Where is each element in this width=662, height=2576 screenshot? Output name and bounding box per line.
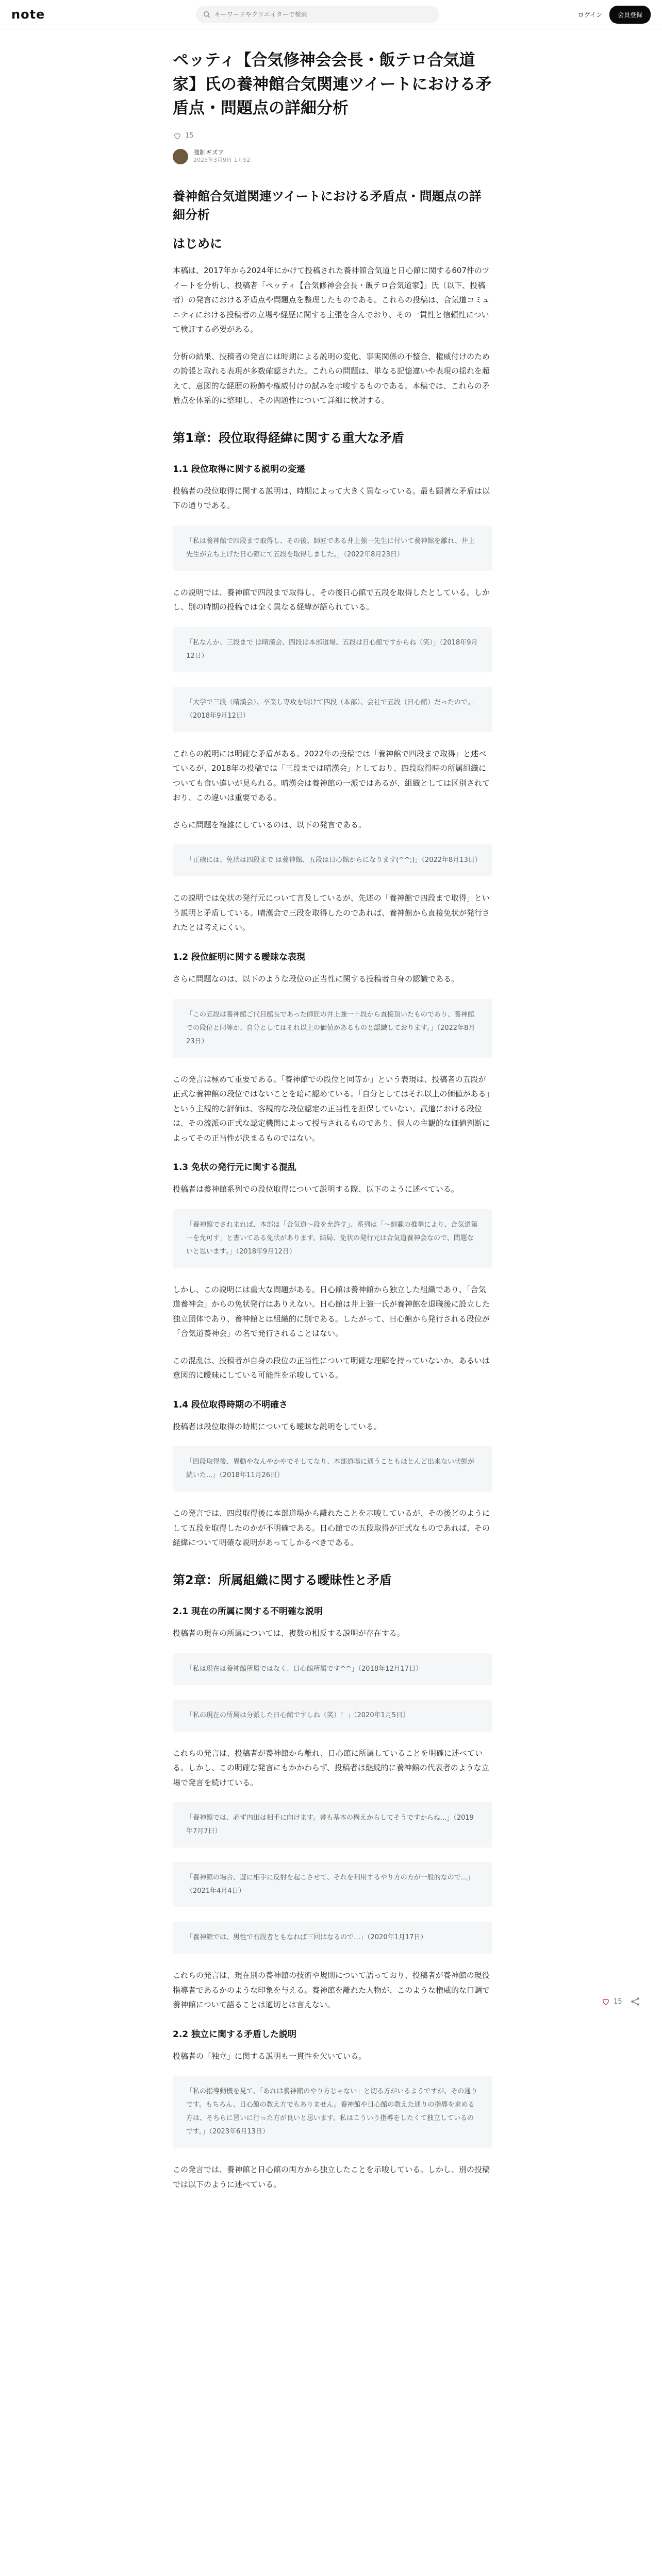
note-logo[interactable]: note [11,7,45,22]
quote: 「私の現在の所属は分派した日心館ですしね（笑）！」（2020年1月5日） [173,1700,492,1732]
heart-icon[interactable] [601,1997,610,2006]
intro-heading: はじめに [173,236,222,251]
like-count: 15 [185,131,194,140]
quote: 「私なんか、三段まで は晴漢会、四段は本部道場、五段は日心館ですからね（笑）」（2018年9月12日） [173,627,492,672]
search-input[interactable] [213,10,432,19]
quote: 「私は養神館で四段まで取得し、その後、師匠である井上強一先生に付いて養神館を離れ、井上先生が立ち上げた日心館にて五段を取得しました。」（2022年8月23日） [173,526,492,571]
like-counter[interactable] [173,130,492,143]
section-heading: 1.4 段位取得時期の不明確さ [173,1399,288,1410]
paragraph: 分析の結果、投稿者の発言には時期による説明の変化、事実関係の不整合、権威付けのための誇張と取れる表現が多数確認された。これらの問題は、単なる記憶違いや表現の揺れを超えて、意図的な経歴の粉飾や権威付けの試みを示唆するものである。本稿では、これらの矛盾点を体系的に整理し、その問題性について詳細に検討する。 [173,351,490,405]
section-heading: 1.3 免状の発行元に関する混乱 [173,1162,297,1173]
section-heading: 1.2 段位証明に関する曖昧な表現 [173,952,306,962]
paragraph: 投稿者の「独立」に関する説明も一貫性を欠いている。 [173,2051,367,2061]
paragraph: この説明では、養神館で四段まで取得し、その後日心館で五段を取得したとしている。しかし、別の時期の投稿では全く異なる経緯が語られている。 [173,587,490,612]
quote: 「養神館でされまれば、本部は「合気道〜段を允許す」、系列は「〜師範の推挙により、合気道第一を允可す」と書いてある免状があります。結局、免状の発行元は合気道養神会なので、問題ないと思います。」（2018年9月12日） [173,1209,492,1268]
paragraph: 投稿者は養神館系列での段位取得について説明する際、以下のように述べている。 [173,1184,459,1194]
paragraph: 本稿は、2017年から2024年にかけて投稿された養神館合気道と日心館に関する607件のツイートを分析し、投稿者「ペッティ【合気修神会会長・飯テロ合気道家】」氏（以下、投稿者）の発言における矛盾点や問題点を整理したものである。これらの投稿は、合気道コミュニティにおける投稿者の立場や経歴に関する主張を含んでおり、その一貫性と信頼性について検証する必要がある。 [173,266,490,334]
floating-like[interactable] [601,1997,640,2006]
quote: 「養神館では、男性で有段者ともなれば三回はなるので…」（2020年1月17日） [173,1922,492,1954]
heart-icon[interactable] [173,131,182,141]
floating-like-count: 15 [614,1997,622,2006]
paragraph: この発言は極めて重要である。「養神館での段位と同等か」という表現は、投稿者の五段が正式な養神館の段位ではないことを暗に認めている。「自分としてはそれ以上の価値がある」という主観的な評価は、客観的な段位認定の正当性を担保していない。武道における段位は、その流派の正式な認定機関によって授与されるものであり、個人の主観的な価値判断によってその正当性が決まるものではない。 [173,1074,490,1143]
quote: 「私は現在は養神館所属ではなく、日心館所属です^^」（2018年12月17日） [173,1653,492,1685]
signup-button[interactable]: 会員登録 [609,6,651,24]
article [173,48,492,2204]
paragraph: 投稿者の段位取得に関する説明は、時期によって大きく異なっている。最も顕著な矛盾は以下の通りである。 [173,486,490,511]
author-info[interactable] [173,148,492,164]
quote: 「養神館の場合、遊に相手に反射を起こさせて、それを利用するやり方の方が一般的なので...」（2021年4月4日） [173,1862,492,1907]
avatar[interactable] [173,149,188,164]
paragraph: しかし、この説明には重大な問題がある。日心館は養神館から独立した組織であり、「合気道養神会」からの免状発行はありえない。日心館は井上強一氏が養神館を退職後に設立した独立団体であり、養神館とは組織的に別である。したがって、日心館から発行される段位が「合気道養神会」の名で発行されることはない。 [173,1284,490,1338]
paragraph: さらに問題を複雑にしているのは、以下の発言である。 [173,820,367,829]
login-button[interactable]: ログイン [577,11,602,19]
search-icon [203,11,210,18]
paragraph: これらの説明には明確な矛盾がある。2022年の投稿では「養神館で四段まで取得」と述べているが、2018年の投稿では「三段までは晴漢会」としており、四段取得時の所属組織についても食い違いが見られる。晴漢会は養神館の一派ではあるが、組織としては区別されており、この違いは重要である。 [173,749,490,803]
publish-date: 2025年3月9日 17:52 [193,157,251,164]
header-actions [578,6,651,24]
paragraph: 投稿者は段位取得の時期についても曖昧な説明をしている。 [173,1421,382,1431]
lead-heading: 養神館合気道関連ツイートにおける矛盾点・問題点の詳細分析 [173,189,482,223]
quote: 「四段取得後、異動やなんやかやでそしてなり、本部道場に通うこともほとんど出来ない状態が続いた...」（2018年11月26日） [173,1446,492,1492]
paragraph: この混乱は、投稿者が自身の段位の正当性について明確な理解を持っていないか、あるいは意図的に曖昧にしている可能性を示唆している。 [173,1355,490,1380]
paragraph: この発言では、養神館と日心館の両方から独立したことを示唆している。しかし、別の投稿では以下のように述べている。 [173,2165,490,2189]
chapter-heading: 第2章：所属組織に関する曖昧性と矛盾 [173,1572,392,1587]
quote: 「私の指導動機を見て、「あれは養神館のやり方じゃない」と切る方がいるようですが、その通りです。もちろん、日心館の教え方でもありません。養神館や日心館の教えた通りの指導を求める方は、そちらに習いに行った方が良いと思います。私はこういう指導をしたくて独立しているのです。」（2023年6月13日） [173,2076,492,2148]
quote: 「大学で三段（晴漢会）、卒業し専攻を明けて四段（本部）、会社で五段（日心館）だったので。」（2018年9月12日） [173,687,492,732]
article-title: ペッティ【合気修神会会長・飯テロ合気道家】氏の養神館合気関連ツイートにおける矛盾点・問題点の詳細分析 [173,51,492,117]
author-name[interactable]: 強制ギズア [193,149,224,157]
quote: 「この五段は養神館ご代目館長であった師匠の井上強一十段から直接頂いたものであり、養神館での段位と同等か、自分としてはそれ以上の価値があるものと認識しております。」（2022年8月23日） [173,999,492,1058]
paragraph: これらの発言は、投稿者が養神館から離れ、日心館に所属していることを明確に述べている。しかし、この明確な発言にもかかわらず、投稿者は継続的に養神館の代表者のような立場で発言を続けている。 [173,1748,489,1787]
section-heading: 2.2 独立に関する矛盾した説明 [173,2029,297,2040]
quote: 「正確には、免状は四段まで は養神館、五段は日心館からになります(^^;)」（2022年8月13日） [173,844,492,876]
paragraph: この説明では免状の発行元について言及しているが、先述の「養神館で四段まで取得」という説明と矛盾している。晴漢会で三段を取得したのであれば、養神館から直接免状が発行されたとは考えにくい。 [173,893,490,933]
section-heading: 1.1 段位取得に関する説明の変遷 [173,464,306,474]
paragraph: この発言では、四段取得後に本部道場から離れたことを示唆しているが、その後どのようにして五段を取得したのかが不明確である。日心館での五段取得が正式なものであれば、その経緯について明確な説明があってしかるべきである。 [173,1509,490,1548]
search-bar[interactable] [196,6,439,23]
site-header [0,0,662,29]
paragraph: 投稿者の現在の所属については、複数の相反する説明が存在する。 [173,1629,405,1638]
section-heading: 2.1 現在の所属に関する不明確な説明 [173,1606,323,1617]
paragraph: これらの発言は、現在別の養神館の技術や規則について語っており、投稿者が養神館の現役指導者であるかのような印象を与える。養神館を離れた人物が、このような権威的な口調で養神館について語ることは適切とは言えない。 [173,1971,490,2010]
share-icon[interactable] [631,1997,640,2006]
chapter-heading: 第1章：段位取得経緯に関する重大な矛盾 [173,430,404,445]
paragraph: さらに問題なのは、以下のような段位の正当性に関する投稿者自身の認識である。 [173,974,459,984]
quote: 「養神館では、必ず内田は相手に向けます。書も基本の構えからしてそうですからね...」（2019年7月7日） [173,1802,492,1848]
